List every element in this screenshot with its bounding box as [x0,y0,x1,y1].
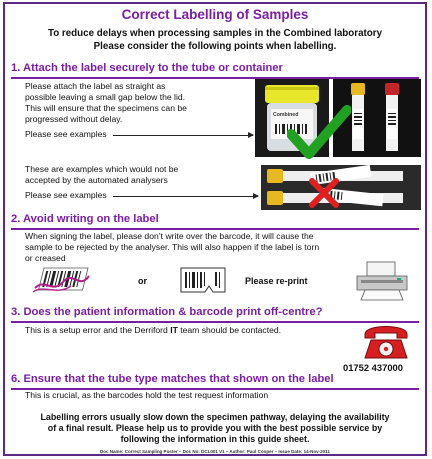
section-1-line-4: progressed without delay. [25,114,123,124]
reprint-text: Please re-print [245,276,308,286]
scribbled-barcode-icon [31,264,95,298]
section-1-line-2: possible leaving a small gap below the lid. [25,92,186,102]
or-text: or [138,276,147,286]
section-2-line-3: or creased [25,253,66,263]
section-2-heading: 2. Avoid writing on the label [11,213,159,225]
printer-icon [353,260,411,302]
section-2-rule [11,228,419,230]
section-1-heading: 1. Attach the label securely to the tube or container [11,62,283,74]
footer-line-3: following the information in this guide sheet. [120,434,310,444]
document-info: Doc Name: Correct Sampling Poster – Doc No: DCL001 V1 – Author: Paul Cooper – Issue Date: 14-Nov-2011 [100,449,330,454]
section-3-line-1: This is a setup error and the Derriford IT team should be contacted. [25,325,282,335]
checkmark-icon [287,104,351,162]
section-3-heading: 3. Does the patient information & barcode print off-centre? [11,306,323,318]
section-6-heading: 6. Ensure that the tube type matches that shown on the label [11,373,334,385]
footer-line-2: of a final result. Please help us to provide you with the best possible service by [47,423,383,433]
section-1-line-3: This will ensure that the specimens can be [25,103,187,113]
bad-tubes-photo [261,165,421,210]
section-1-line-1: Please attach the label as straight as [25,81,166,91]
container-label-text: Combined [273,112,299,118]
footer-line-1: Labelling errors usually slow down the specimen pathway, delaying the availability [40,412,390,422]
section-2-line-2: sample to be rejected by the analyser. This will also happen if the label is torn [25,242,320,252]
bad-examples-line-2: accepted by the automated analysers [25,175,168,185]
badly-labelled-tubes-image [261,165,421,210]
phone-number: 01752 437000 [343,362,403,373]
arrow-to-good-examples [113,135,253,136]
section-3-rule [11,321,419,323]
see-examples-good: Please see examples [25,129,107,139]
intro-line-2: Please consider the following points when labelling. [93,41,337,52]
bad-examples-line-1: These are examples which would not be [25,164,179,174]
section-2-line-1: When signing the label, please don’t write over the barcode, it will cause the [25,231,314,241]
intro-line-1: To reduce delays when processing samples in the Combined laboratory [47,28,383,39]
cross-icon [307,176,341,210]
section-6-line-1: This is crucial, as the barcodes hold the test request information [25,390,269,400]
torn-label-icon [175,264,231,296]
arrow-to-bad-examples [113,196,258,197]
telephone-icon [361,322,411,360]
poster-title: Correct Labelling of Samples [121,7,309,22]
labelling-poster [3,2,427,456]
see-examples-bad: Please see examples [25,190,107,200]
